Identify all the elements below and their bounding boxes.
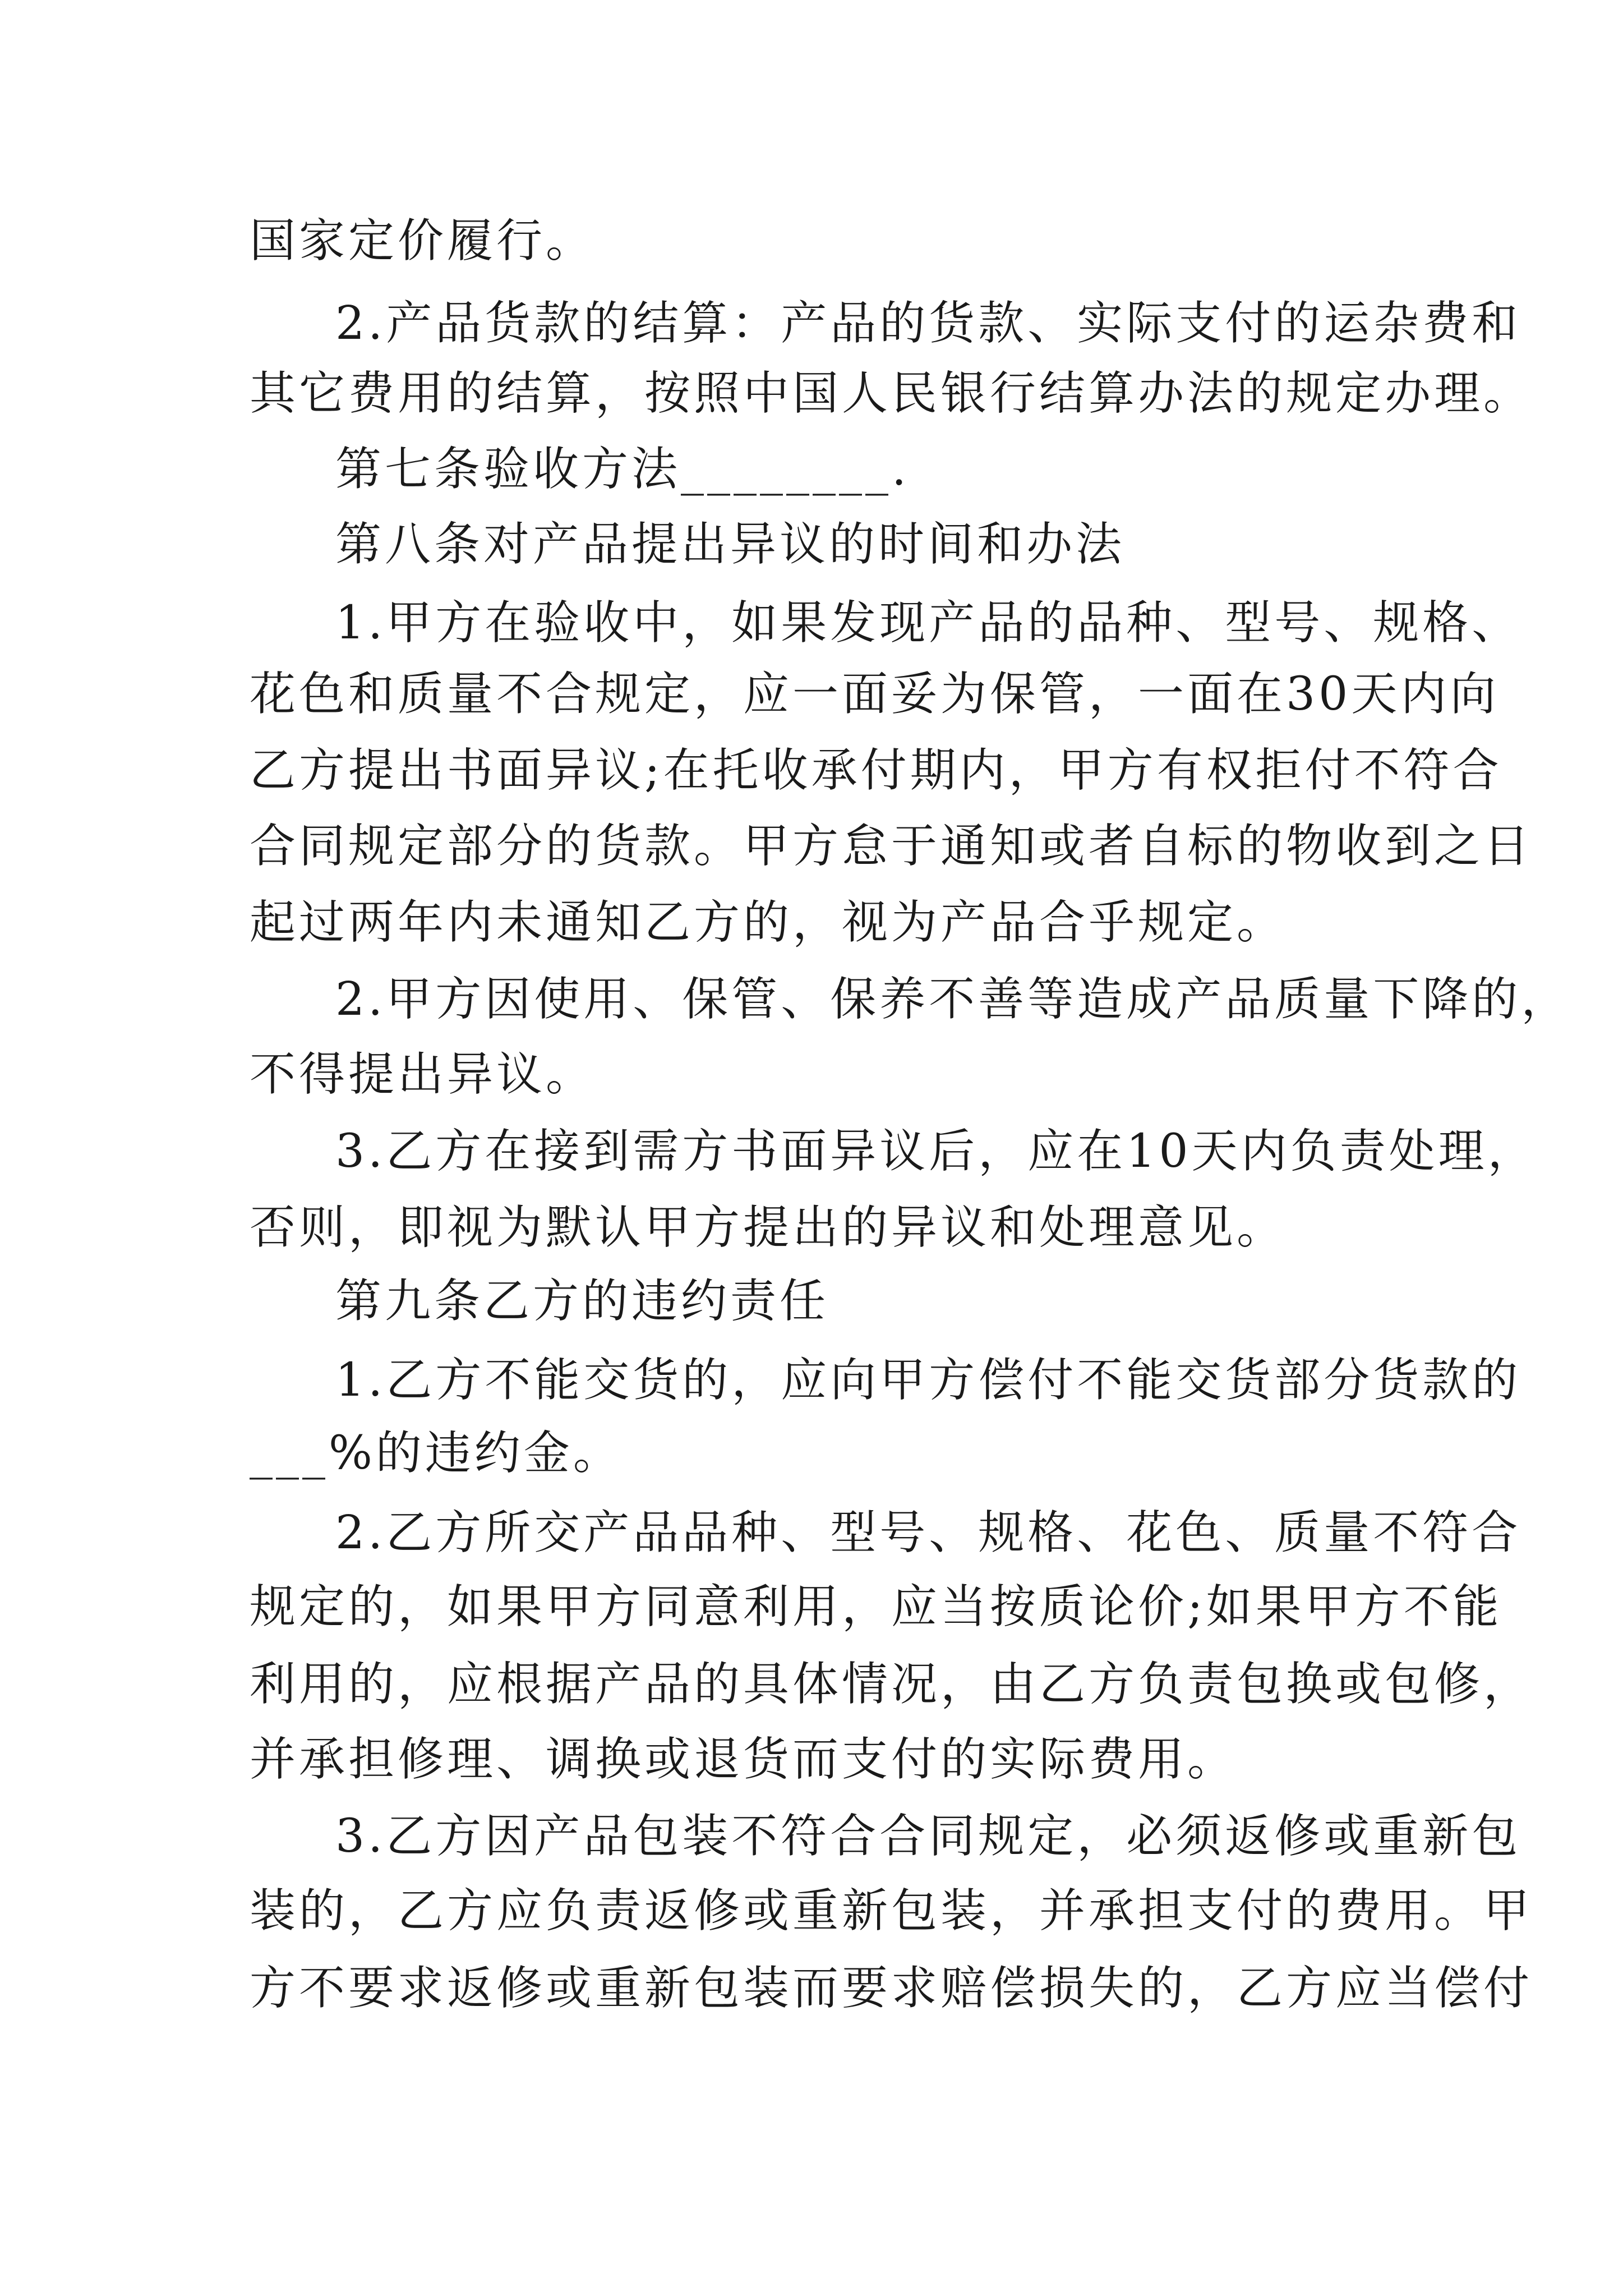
- text-line: 第七条验收方法________.: [335, 443, 910, 496]
- text-line: 利用的，应根据产品的具体情况，由乙方负责包换或包修，: [250, 1658, 1533, 1711]
- text-line: 第八条对产品提出异议的时间和办法: [335, 518, 1126, 571]
- text-line: 起过两年内未通知乙方的，视为产品合乎规定。: [250, 896, 1287, 949]
- text-line: 第九条乙方的违约责任: [335, 1274, 829, 1328]
- text-line: 花色和质量不合规定，应一面妥为保管，一面在30天内向: [250, 668, 1500, 721]
- text-line: 规定的，如果甲方同意利用，应当按质论价;如果甲方不能: [250, 1580, 1502, 1634]
- text-line: 2.乙方所交产品品种、型号、规格、花色、质量不符合: [335, 1506, 1521, 1559]
- text-line: 方不要求返修或重新包装而要求赔偿损失的，乙方应当偿付: [250, 1962, 1533, 2015]
- text-line: 2.甲方因使用、保管、保养不善等造成产品质量下降的，: [335, 973, 1571, 1026]
- text-line: 并承担修理、调换或退货而支付的实际费用。: [250, 1733, 1237, 1786]
- text-line: ___%的违约金。: [250, 1427, 623, 1480]
- text-line: 不得提出异议。: [250, 1048, 596, 1101]
- text-line: 1.乙方不能交货的，应向甲方偿付不能交货部分货款的: [335, 1354, 1521, 1407]
- text-line: 3.乙方在接到需方书面异议后，应在10天内负责处理，: [335, 1125, 1537, 1178]
- text-line: 合同规定部分的货款。甲方怠于通知或者自标的物收到之日: [250, 820, 1533, 873]
- text-line: 3.乙方因产品包装不符合合同规定，必须返修或重新包: [335, 1810, 1521, 1863]
- text-line: 其它费用的结算，按照中国人民银行结算办法的规定办理。: [250, 367, 1533, 420]
- text-line: 否则，即视为默认甲方提出的异议和处理意见。: [250, 1201, 1287, 1254]
- text-line: 乙方提出书面异议;在托收承付期内，甲方有权拒付不符合: [250, 744, 1502, 797]
- text-line: 1.甲方在验收中，如果发现产品的品种、型号、规格、: [335, 596, 1521, 650]
- text-line: 国家定价履行。: [250, 214, 596, 268]
- text-line: 装的，乙方应负责返修或重新包装，并承担支付的费用。甲: [250, 1884, 1533, 1938]
- text-line: 2.产品货款的结算：产品的货款、实际支付的运杂费和: [335, 297, 1521, 350]
